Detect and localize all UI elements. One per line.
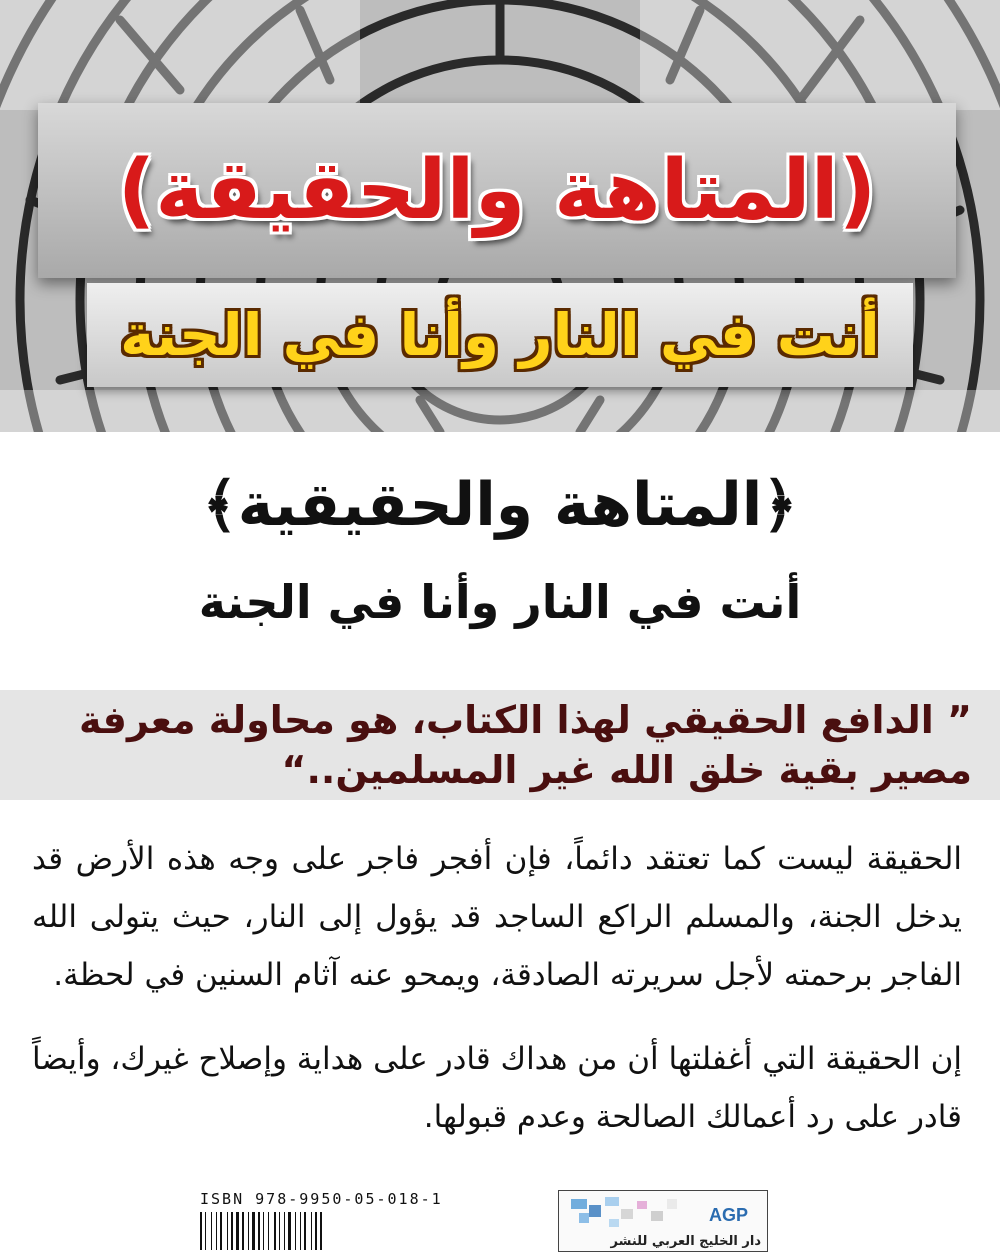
isbn-label: ISBN 978-9950-05-018-1 (200, 1190, 443, 1208)
title-box (38, 103, 956, 278)
publisher-logo-box (558, 1190, 768, 1252)
quote-text: ” الدافع الحقيقي لهذا الكتاب، هو محاولة معرفة مصير بقية خلق الله غير المسلمين..“ (79, 698, 972, 792)
banner-title: (المتاهة والحقيقة) (117, 143, 877, 238)
barcode-icon (198, 1212, 360, 1250)
subtitle-box (87, 283, 913, 387)
paragraph-2: إن الحقيقة التي أغفلتها أن من هداك قادر على هداية وإصلاح غيرك، وأيضاً قادر على رد أعمالك الصالحة وعدم قبولها. (32, 1041, 962, 1135)
publisher-logo-text: AGP (709, 1205, 749, 1225)
banner-subtitle: أنت في النار وأنا في الجنة (120, 301, 880, 369)
publisher-name: دار الخليج العربي للنشر (610, 1234, 761, 1249)
book-title: ﴿المتاهة والحقيقية﴾ (202, 470, 798, 540)
paragraph-1: الحقيقة ليست كما تعتقد دائماً، فإن أفجر فاجر على وجه هذه الأرض قد يدخل الجنة، والمسلم الراكع الساجد قد يؤول إلى النار، حيث يتولى الله الفاجر برحمته لأجل سريرته الصادقة، ويمحو عنه آثام السنين في لحظة. (32, 841, 962, 993)
cover-banner (0, 0, 1000, 432)
book-subtitle: أنت في النار وأنا في الجنة (198, 575, 802, 629)
